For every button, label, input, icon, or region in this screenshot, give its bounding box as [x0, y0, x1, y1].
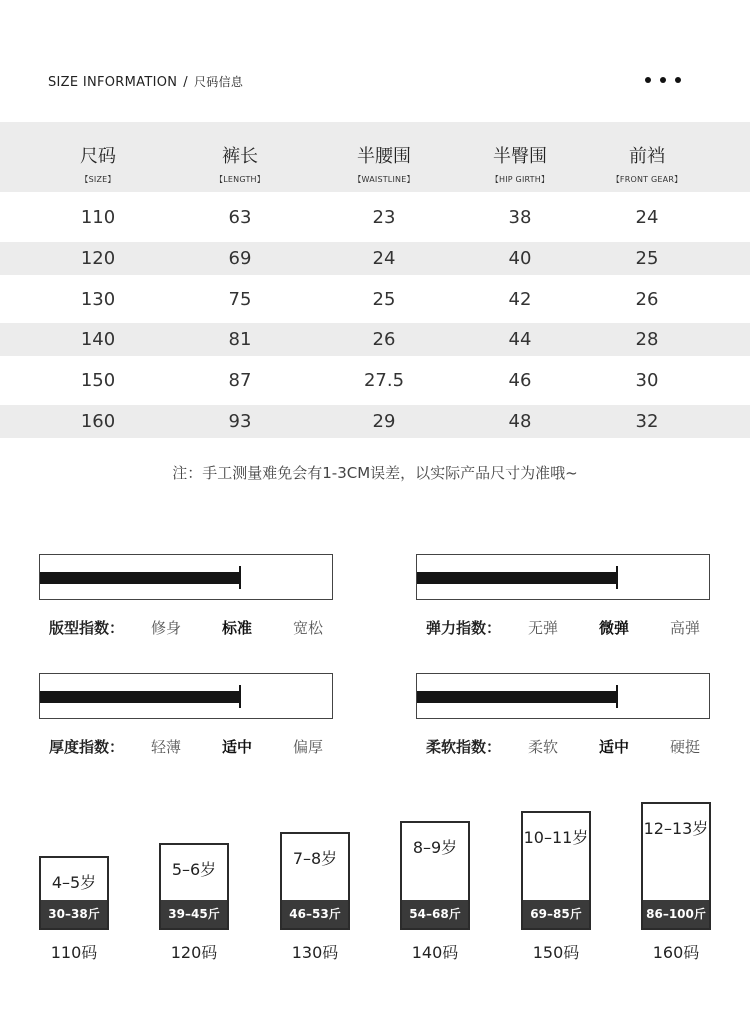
- index-option: 偏厚: [293, 738, 324, 756]
- table-row: [0, 364, 750, 397]
- ellipsis-icon: [645, 77, 685, 85]
- table-cell: 27.5: [363, 370, 405, 391]
- table-cell: 29: [372, 411, 396, 432]
- column-title: 裤长: [221, 146, 258, 167]
- age-box: [39, 856, 109, 930]
- column-header-hip-girth: [491, 122, 549, 192]
- column-header-front-gear: [612, 122, 683, 192]
- table-cell: 130: [80, 289, 116, 310]
- weight-range: 39–45斤: [161, 900, 227, 928]
- age-box: [400, 821, 470, 930]
- gauge-marker: [239, 566, 241, 589]
- size-label: 130码: [291, 943, 339, 962]
- age-range: 5–6岁: [171, 860, 217, 879]
- size-label: 110码: [50, 943, 98, 962]
- index-option: 轻薄: [151, 738, 182, 756]
- age-range: 10–11岁: [523, 828, 589, 847]
- column-subtitle: 【LENGTH】: [215, 175, 265, 184]
- title-chinese: 尺码信息: [193, 75, 244, 89]
- size-table-header: [0, 122, 750, 192]
- table-cell: 25: [635, 248, 659, 269]
- table-cell: 42: [508, 289, 532, 310]
- table-cell: 150: [80, 370, 116, 391]
- index-option: 修身: [151, 619, 182, 637]
- table-row: [0, 201, 750, 234]
- size-label: 120码: [170, 943, 218, 962]
- table-cell: 28: [635, 329, 659, 350]
- size-label: 150码: [532, 943, 580, 962]
- age-range: 7–8岁: [292, 849, 338, 868]
- table-cell: 63: [228, 207, 252, 228]
- index-option: 无弹: [528, 619, 559, 637]
- size-label: 140码: [411, 943, 459, 962]
- gauge-fill: [40, 691, 240, 703]
- index-option: 标准: [222, 619, 253, 637]
- weight-range: 30–38斤: [41, 900, 107, 928]
- table-row: [0, 283, 750, 316]
- gauge-fill: [40, 572, 240, 584]
- table-cell: 40: [508, 248, 532, 269]
- column-title: 半腰围: [356, 146, 411, 167]
- weight-range: 46–53斤: [282, 900, 348, 928]
- table-cell: 30: [635, 370, 659, 391]
- index-option: 硬挺: [670, 738, 701, 756]
- table-cell: 110: [80, 207, 116, 228]
- table-cell: 44: [508, 329, 532, 350]
- title-separator: /: [183, 75, 188, 90]
- page-title: [48, 73, 243, 90]
- table-cell: 24: [635, 207, 659, 228]
- table-cell: 25: [372, 289, 396, 310]
- table-cell: 93: [228, 411, 252, 432]
- column-subtitle: 【WAISTLINE】: [353, 175, 415, 184]
- column-subtitle: 【FRONT GEAR】: [611, 175, 683, 184]
- column-title: 半臀围: [492, 146, 547, 167]
- table-cell: 38: [508, 207, 532, 228]
- table-cell: 48: [508, 411, 532, 432]
- weight-range: 69–85斤: [523, 900, 589, 928]
- measurement-note: 注：手工测量难免会有1-3CM误差，以实际产品尺寸为准哦~: [172, 464, 578, 482]
- index-gauge: [416, 673, 710, 719]
- table-cell: 24: [372, 248, 396, 269]
- index-option: 柔软: [528, 738, 559, 756]
- column-subtitle: 【SIZE】: [80, 175, 116, 184]
- index-gauge: [39, 554, 333, 600]
- weight-range: 54–68斤: [402, 900, 468, 928]
- dot-3: [675, 77, 681, 83]
- gauge-fill: [417, 691, 617, 703]
- table-cell: 26: [635, 289, 659, 310]
- weight-range: 86–100斤: [643, 900, 709, 928]
- table-row: [0, 242, 750, 275]
- gauge-marker: [616, 566, 618, 589]
- table-cell: 46: [508, 370, 532, 391]
- column-header-length: [215, 122, 265, 192]
- index-gauge: [39, 673, 333, 719]
- gauge-marker: [239, 685, 241, 708]
- age-box: [521, 811, 591, 930]
- age-range: 4–5岁: [51, 873, 97, 892]
- column-header-waistline: [353, 122, 414, 192]
- gauge-marker: [616, 685, 618, 708]
- index-option: 适中: [599, 738, 630, 756]
- column-header-size: [80, 122, 116, 192]
- index-option: 适中: [222, 738, 253, 756]
- age-box: [641, 802, 711, 930]
- dot-2: [660, 77, 666, 83]
- dot-1: [645, 77, 651, 83]
- table-cell: 26: [372, 329, 396, 350]
- index-label: 柔软指数：: [426, 738, 502, 756]
- table-row: [0, 323, 750, 356]
- table-cell: 69: [228, 248, 252, 269]
- table-cell: 120: [80, 248, 116, 269]
- table-cell: 23: [372, 207, 396, 228]
- age-range: 12–13岁: [643, 819, 709, 838]
- size-label: 160码: [652, 943, 700, 962]
- index-label: 弹力指数：: [426, 619, 502, 637]
- index-option: 高弹: [670, 619, 701, 637]
- table-row: [0, 405, 750, 438]
- index-option: 宽松: [293, 619, 324, 637]
- index-option: 微弹: [599, 619, 630, 637]
- table-cell: 140: [80, 329, 116, 350]
- age-range: 8–9岁: [412, 838, 458, 857]
- table-cell: 32: [635, 411, 659, 432]
- table-cell: 160: [80, 411, 116, 432]
- table-cell: 81: [228, 329, 252, 350]
- column-title: 尺码: [80, 146, 116, 167]
- gauge-fill: [417, 572, 617, 584]
- title-english: SIZE INFORMATION: [48, 75, 178, 90]
- age-box: [280, 832, 350, 930]
- index-label: 版型指数：: [49, 619, 125, 637]
- index-gauge: [416, 554, 710, 600]
- age-box: [159, 843, 229, 930]
- table-cell: 75: [228, 289, 252, 310]
- column-title: 前裆: [629, 146, 665, 167]
- index-label: 厚度指数：: [49, 738, 125, 756]
- column-subtitle: 【HIP GIRTH】: [490, 175, 550, 184]
- table-cell: 87: [228, 370, 252, 391]
